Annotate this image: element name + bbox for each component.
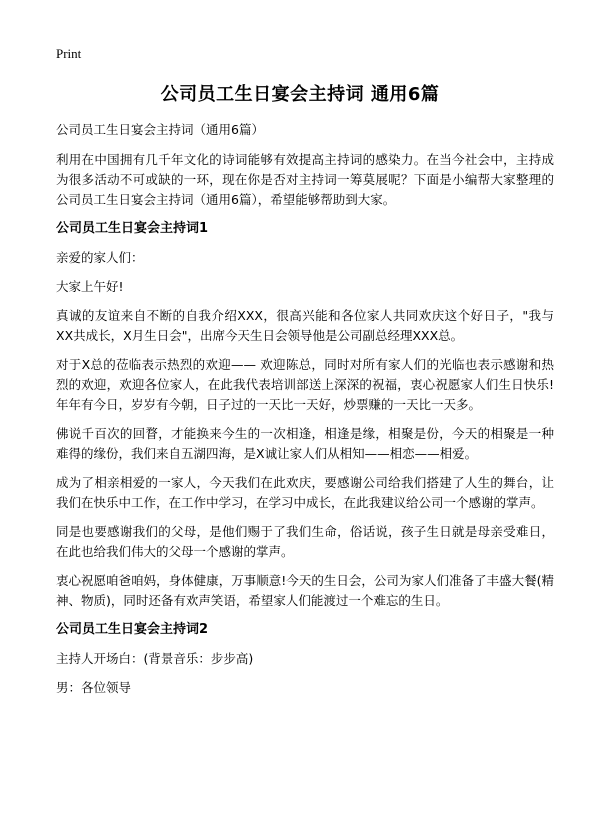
paragraph: 衷心祝愿咱爸咱妈，身体健康，万事顺意!今天的生日会，公司为家人们准备了丰盛大餐(精神、物质)，同时还备有欢声笑语，希望家人们能渡过一个难忘的生日。 bbox=[56, 573, 554, 608]
paragraph: 亲爱的家人们： bbox=[56, 250, 144, 265]
section-heading: 公司员工生日宴会主持词1 bbox=[56, 221, 209, 236]
paragraph: 主持人开场白：(背景音乐：步步高) bbox=[56, 651, 254, 666]
paragraph: 大家上午好! bbox=[56, 279, 124, 294]
document-subtitle: 公司员工生日宴会主持词（通用6篇） bbox=[56, 122, 264, 137]
paragraph: 同是也要感谢我们的父母，是他们赐于了我们生命，俗话说，孩子生日就是母亲受难日，在此也给我们伟大的父母一个感谢的掌声。 bbox=[56, 524, 554, 559]
paragraph: 成为了相亲相爱的一家人，今天我们在此欢庆，要感谢公司给我们搭建了人生的舞台，让我们在快乐中工作，在工作中学习，在学习中成长，在此我建议给公司一个感谢的掌声。 bbox=[56, 475, 554, 510]
section-heading: 公司员工生日宴会主持词2 bbox=[56, 622, 209, 637]
paragraph: 对于X总的莅临表示热烈的欢迎—— 欢迎陈总，同时对所有家人们的光临也表示感谢和热烈的欢迎，欢迎各位家人，在此我代表培训部送上深深的祝福，衷心祝愿家人们生日快乐!年年有今日，岁岁有今朝，日子过的一天比一天好，炒票赚的一天比一天多。 bbox=[56, 357, 554, 412]
paragraph: 佛说千百次的回瞀，才能换来今生的一次相逢，相逢是缘，相聚是份，今天的相聚是一种难得的缘份，我们来自五湖四海，是X诚让家人们从相知——相恋——相爱。 bbox=[56, 426, 554, 461]
document-body bbox=[56, 120, 554, 707]
intro-paragraph: 利用在中国拥有几千年文化的诗词能够有效提高主持词的感染力。在当今社会中，主持成为很多活动不可或缺的一环，现在你是否对主持词一筹莫展呢？下面是小编帮大家整理的公司员工生日宴会主持词（通用6篇），希望能够帮助到大家。 bbox=[56, 152, 554, 207]
paragraph: 真诚的友谊来自不断的自我介绍XXX，很高兴能和各位家人共同欢庆这个好日子，"我与XX共成长，X月生日会"，出席今天生日会领导他是公司副总经理XXX总。 bbox=[56, 308, 554, 343]
document-title: 公司员工生日宴会主持词 通用6篇 bbox=[160, 84, 440, 105]
print-label: Print bbox=[56, 46, 82, 61]
paragraph: 男：各位领导 bbox=[56, 680, 132, 695]
